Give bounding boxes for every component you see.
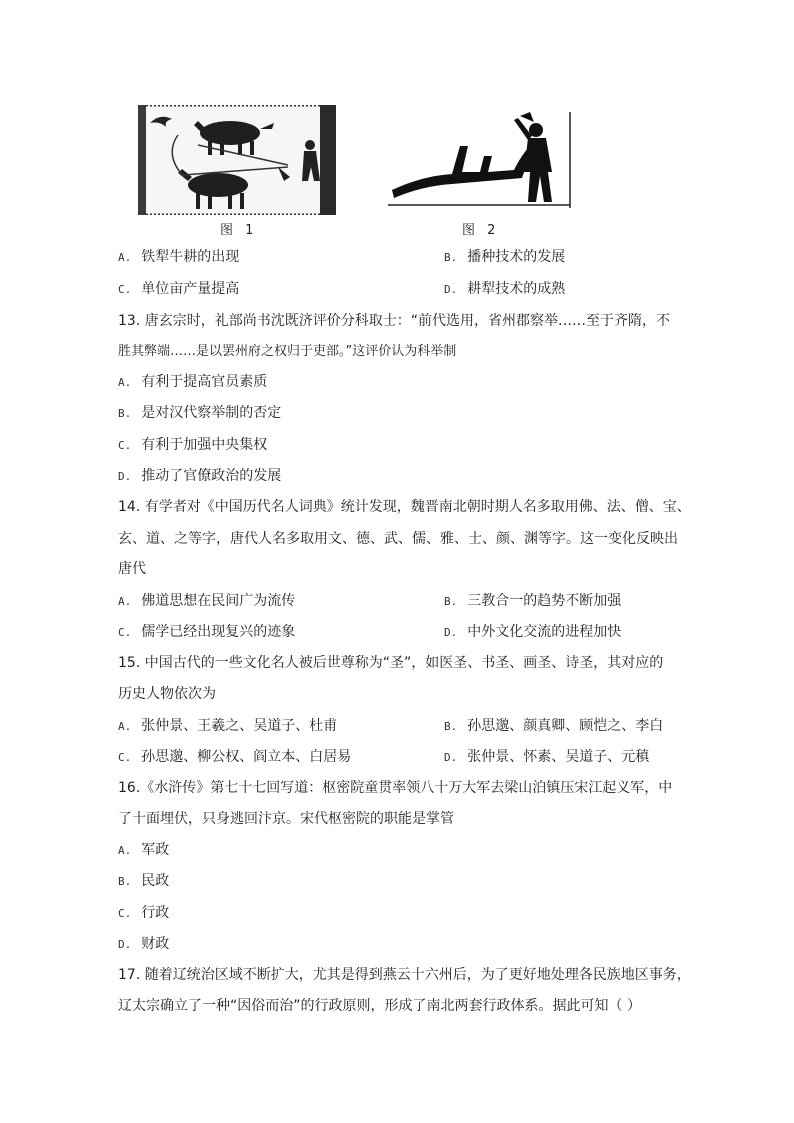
q12-option-b[interactable] [444,247,565,268]
q16-stem-line-2: 了十面埋伏，只身逃回汴京。宋代枢密院的职能是掌管 [118,811,454,827]
option-letter: C. [118,907,132,920]
q14-option-a[interactable] [118,591,295,612]
option-letter: C. [118,439,132,452]
option-letter: A. [118,251,132,264]
figure-2-plow-silhouette-image [388,112,574,208]
q15-option-b[interactable] [444,716,663,737]
option-letter: D. [444,626,458,639]
q12-option-d[interactable] [444,279,565,300]
q13-option-d[interactable] [118,466,281,487]
option-text: 中外文化交流的进程加快 [467,624,622,640]
option-letter: C. [118,751,132,764]
option-text: 三教合一的趋势不断加强 [467,593,622,609]
q14-option-d[interactable] [444,622,621,643]
q14-option-c[interactable] [118,622,295,643]
option-text: 单位亩产量提高 [141,281,240,297]
q14-stem-line-2: 玄、道、之等字，唐代人名多取用文、德、武、儒、雅、士、颜、渊等字。这一变化反映出 [118,531,678,547]
q17-stem-line-1: 17. 随着辽统治区域不断扩大，尤其是得到燕云十六州后，为了更好地处理各民族地区事务， [118,967,691,983]
option-text: 军政 [141,842,170,858]
q16-option-c[interactable] [118,903,169,924]
option-letter: A. [118,376,132,389]
q15-option-a[interactable] [118,716,337,737]
q13-option-a[interactable] [118,372,267,393]
figure-2-caption: 图 2 [462,223,500,238]
option-text: 儒学已经出现复兴的迹象 [141,624,296,640]
q12-option-c[interactable] [118,279,239,300]
figure-1-caption: 图 1 [220,223,258,238]
q14-option-b[interactable] [444,591,621,612]
q15-option-d[interactable] [444,747,649,768]
option-text: 推动了官僚政治的发展 [141,468,282,484]
option-text: 张仲景、怀素、吴道子、元稹 [467,749,650,765]
q14-stem-line-1: 14. 有学者对《中国历代名人词典》统计发现，魏晋南北朝时期人名多取用佛、法、僧、宝、 [118,499,691,515]
option-letter: C. [118,626,132,639]
q15-option-c[interactable] [118,747,351,768]
option-text: 播种技术的发展 [467,249,566,265]
q13-option-b[interactable] [118,403,281,424]
option-letter: B. [444,720,458,733]
q16-stem-line-1: 16.《水浒传》第七十七回写道：枢密院童贯率领八十万大军去梁山泊镇压宋江起义军，中 [118,780,673,796]
q15-stem-line-1: 15. 中国古代的一些文化名人被后世尊称为“圣”，如医圣、书圣、画圣、诗圣，其对应的 [118,655,664,671]
option-text: 有利于加强中央集权 [141,437,268,453]
q16-option-a[interactable] [118,840,169,861]
q17-stem-line-2: 辽太宗确立了一种“因俗而治”的行政原则，形成了南北两套行政体系。据此可知（ ） [118,998,641,1014]
option-letter: B. [444,595,458,608]
option-text: 佛道思想在民间广为流传 [141,593,296,609]
option-text: 张仲景、王羲之、吴道子、杜甫 [141,718,338,734]
option-letter: C. [118,283,132,296]
option-letter: B. [444,251,458,264]
option-text: 财政 [141,936,170,952]
q16-option-b[interactable] [118,871,169,892]
option-letter: A. [118,720,132,733]
q14-stem-line-3: 唐代 [118,561,146,577]
option-letter: B. [118,875,132,888]
option-text: 民政 [141,873,170,889]
option-text: 铁犁牛耕的出现 [141,249,240,265]
option-text: 孙思邈、颜真卿、顾恺之、李白 [467,718,664,734]
q15-stem-line-2: 历史人物依次为 [118,686,216,702]
q13-option-c[interactable] [118,435,267,456]
option-letter: A. [118,844,132,857]
option-letter: A. [118,595,132,608]
option-text: 是对汉代察举制的否定 [141,405,282,421]
figure-1-ox-plowing-image [138,105,336,215]
option-letter: D. [444,751,458,764]
option-text: 孙思邈、柳公权、阎立本、白居易 [141,749,352,765]
option-text: 有利于提高官员素质 [141,374,268,390]
option-letter: D. [444,283,458,296]
option-letter: D. [118,470,132,483]
option-text: 行政 [141,905,170,921]
q13-stem-line-2: 胜其弊端……是以罢州府之权归于吏部。”这评价认为科举制 [118,344,457,359]
q16-option-d[interactable] [118,934,169,955]
option-letter: D. [118,938,132,951]
q13-stem-line-1: 13. 唐玄宗时，礼部尚书沈既济评价分科取士：“前代选用，省州郡察举……至于齐隋，不 [118,313,670,329]
option-text: 耕犁技术的成熟 [467,281,566,297]
option-letter: B. [118,407,132,420]
q12-option-a[interactable] [118,247,239,268]
